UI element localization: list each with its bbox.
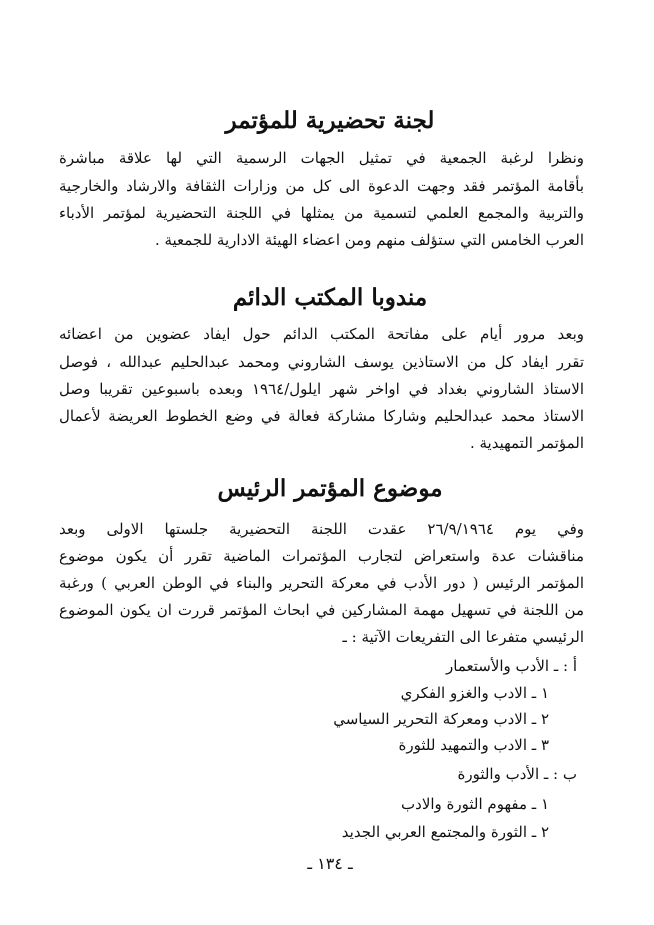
paragraph-line: الرئيسي متفرعا الى التفريعات الآتية : ـ	[342, 628, 584, 646]
heading-main-conference-topic: موضوع المؤتمر الرئيس	[217, 475, 443, 502]
paragraph-line: وفي يوم ٢٦/٩/١٩٦٤ عقدت اللجنة التحضيرية جلستها الاولى وبعد	[59, 520, 584, 538]
topic-b-label: ب : ـ الأدب والثورة	[457, 765, 577, 783]
paragraph-line: والتربية والمجمع العلمي لتسمية من يمثلها في اللجنة التحضيرية لمؤتمر الأدباء	[59, 204, 584, 222]
page-number: ـ ١٣٤ ـ	[307, 854, 353, 873]
heading-permanent-office-delegates: مندوبا المكتب الدائم	[232, 284, 428, 311]
topic-a-item: ٣ ـ الادب والتمهيد للثورة	[398, 736, 549, 754]
paragraph-line: العرب الخامس التي ستؤلف منهم ومن اعضاء الهيئة الادارية للجمعية .	[154, 231, 584, 249]
paragraph-line: المؤتمر الرئيس ( دور الأدب في معركة التحرير والبناء في الوطن العربي ) ورغبة	[59, 574, 584, 592]
heading-preparatory-committee: لجنة تحضيرية للمؤتمر	[225, 107, 435, 134]
topic-a-item: ١ ـ الادب والغزو الفكري	[400, 684, 549, 702]
topic-a-item: ٢ ـ الادب ومعركة التحرير السياسي	[333, 710, 549, 728]
paragraph-line: من اللجنة في تسهيل مهمة المشاركين في ابحاث المؤتمر قررت ان يكون الموضوع	[59, 601, 584, 619]
topic-b-item: ١ ـ مفهوم الثورة والادب	[401, 795, 549, 813]
paragraph-line: وبعد مرور أيام على مفاتحة المكتب الدائم حول ايفاد عضوين من اعضائه	[59, 325, 584, 343]
topic-a-label: أ : ـ الأدب والأستعمار	[446, 657, 577, 675]
paragraph-line: الاستاذ محمد عبدالحليم وشاركا مشاركة فعالة في وضع الخطوط العريضة لأعمال	[59, 407, 584, 425]
topic-b-item: ٢ ـ الثورة والمجتمع العربي الجديد	[341, 823, 549, 841]
paragraph-line: تقرر ايفاد كل من الاستاذين يوسف الشاروني ومحمد عبدالحليم عبدالله ، فوصل	[59, 353, 584, 371]
paragraph-line: المؤتمر التمهيدية .	[469, 434, 584, 452]
paragraph-line: مناقشات عدة واستعراض لتجارب المؤتمرات الماضية تقرر أن يكون موضوع	[59, 547, 584, 565]
paragraph-line: الاستاذ الشاروني بغداد في اواخر شهر ايلول/١٩٦٤ وبعده باسبوعين تقريبا وصل	[59, 380, 584, 398]
paragraph-line: ونظرا لرغبة الجمعية في تمثيل الجهات الرسمية التي لها علاقة مباشرة	[59, 149, 584, 167]
paragraph-line: بأقامة المؤتمر فقد وجهت الدعوة الى كل من وزارات الثقافة والارشاد والخارجية	[59, 177, 584, 195]
